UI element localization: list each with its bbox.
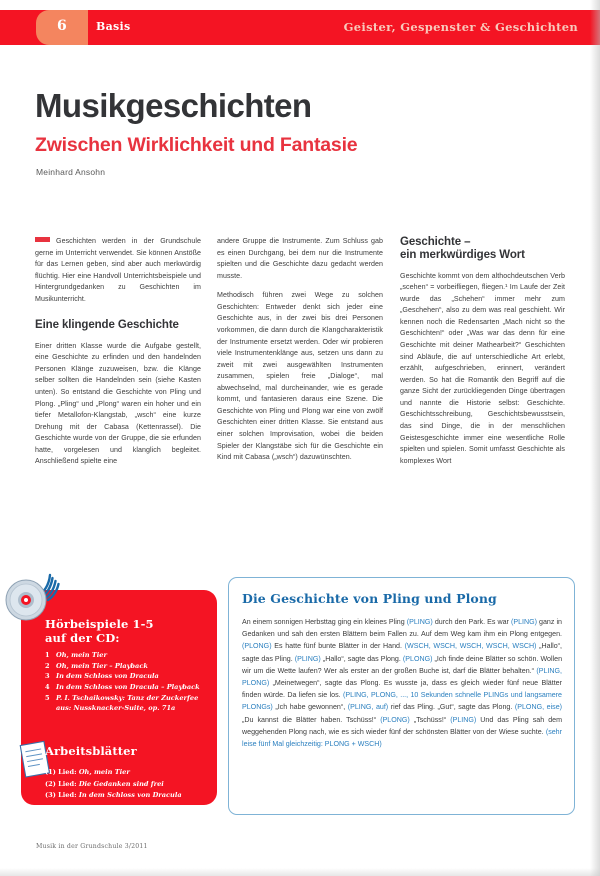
cd-track-title: In dem Schloss von Dracula — [56, 672, 159, 681]
col2-body-2: Methodisch führen zwei Wege zu solchen Geschichten: Entweder denkt sich jeder eine Geschichte aus, in der zwei bis drei Personen vorkommen, die dann durch die Klangcharakteristik der Instrumente ersetzt werden. Oder wir probieren viele Instrumentenklänge aus, setzen uns dann zu zweit mit zwei ausgewählten Instrumenten zusammen, spielen freie „Dialoge“, mal abwechselnd, mal durcheinander, wie es gerade kommt, und fantasieren daraus eine Szene. Die Geschichte von Pling und Plong war eine von zwölf Geschichten einer dritten Klasse. Sie entstand aus einer solchen Improvisation, wobei die beiden Spieler der Klangstäbe sich für die Geschichte ein Kind mit Cabasa („wsch“) dazuwünschten. — [217, 291, 383, 462]
page-title: Musikgeschichten — [35, 87, 312, 124]
lead-marker-icon — [35, 237, 50, 242]
column-heading-line-1: Geschichte – — [400, 236, 471, 248]
column-heading-eine-klingende-geschichte: Eine klingende Geschichte — [35, 319, 179, 332]
lead-paragraph — [35, 236, 201, 305]
worksheet-label: (2) Lied: — [45, 779, 79, 788]
page-number: 6 — [57, 18, 67, 34]
story-text-run: „Hallo“, sagte das Plong. — [320, 654, 403, 663]
worksheet-title: Oh, mein Tier — [78, 768, 130, 776]
worksheet-list — [45, 767, 213, 802]
story-sound-cue: (PLING) — [510, 618, 537, 626]
story-box-title: Die Geschichte von Pling und Plong — [242, 591, 497, 606]
story-sound-cue: (PLING, auf) — [347, 703, 389, 712]
story-text-run: durch den Park. Es war — [432, 618, 511, 626]
story-sound-cue: (PLONG) — [402, 654, 433, 663]
body-column-1 — [35, 236, 201, 476]
cd-track-title: Oh, mein Tier — [56, 651, 107, 659]
cd-disc-icon — [4, 578, 48, 622]
story-sound-cue: (PLONG) — [242, 642, 272, 651]
cd-box-heading — [45, 617, 154, 646]
story-sound-cue: (PLING, PLONG, ..., 10 Sekunden schnelle PLINGs und langsamere PLONGs) — [242, 691, 562, 712]
cd-track-list — [45, 650, 213, 714]
story-sound-cue: (PLING) — [450, 715, 477, 724]
col3-body: Geschichte kommt von dem althochdeutschen Verb „scehen“ = vorbeifliegen, fliegen.¹ Im Laufe der Zeit wurde das „Schehen“ immer mehr zum „Geschehen“, also zu dem was real geschieht. Wir kennen noch die Redensarten „Mach nicht so the Geschichten!“ oder „Was war das denn für eine Geschichte mit deiner Mathearbeit?“ Geschichten sind Abläufe, die auf unterschiedliche Art erlebt, erzählt, aufgeschrieben, erinnert, verändert werden. So hat die Romantik den Begriff auf die ganze Sicht der zurückliegenden Dinge übertragen und nannte die Historie selbst: Geschichte. Geschichtsschreibung, Geschichtsbewusstsein, das sind Dinge, die in der menschlichen Geistesgeschichte immer eine wesentliche Rolle spielten und spielen. Somit umfasst Geschichte als komplexes Wort — [400, 271, 565, 465]
story-sound-cue: (PLING, PLONG) — [242, 666, 562, 687]
worksheet-label: (1) Lied: — [45, 768, 79, 776]
cd-track-number: 1 — [45, 651, 50, 659]
cd-track-row — [45, 682, 213, 693]
cd-track-row — [45, 661, 213, 672]
story-text-run: An einem sonnigen Herbsttag ging ein kleines Pling — [242, 618, 407, 626]
column-heading-line-2: ein merkwürdiges Wort — [400, 249, 525, 262]
story-text-run: „Du kannst die Blätter haben. Tschüss!“ — [242, 715, 381, 724]
worksheets-heading: Arbeitsblätter — [45, 744, 137, 758]
worksheet-label: (3) Lied: — [45, 791, 79, 800]
worksheet-title: Die Gedanken sind frei — [78, 779, 164, 788]
story-text-run: „Tschüss!“ — [409, 715, 451, 724]
story-sound-cue: (sehr leise fünf Mal gleichzeitig: PLONG + WSCH) — [242, 727, 562, 748]
worksheet-title: In dem Schloss von Dracula — [78, 791, 182, 800]
footer-source: Musik in der Grundschule 3/2011 — [36, 843, 148, 850]
story-text-run: Und das Pling sah dem weggehenden Plong nach, wie es sich wieder fünf der schönsten Blätter von der Wiese suchte. — [242, 715, 563, 736]
worksheet-row — [45, 767, 213, 779]
cd-heading-line-2: auf der CD: — [45, 631, 120, 646]
story-box-text — [242, 616, 562, 750]
cd-track-number: 4 — [45, 683, 50, 692]
cd-track-row — [45, 693, 213, 704]
story-text-run: rief das Pling. „Gut“, sagte das Plong. — [388, 703, 515, 712]
lead-paragraph-text: Geschichten werden in der Grundschule gerne im Unterricht verwendet. Sie können Anstöße für das Lernen geben, sind aber auch merkwürdig flüchtig. Hier eine Handvoll Unterrichtsbeispiele und Hintergrundgedanken zu Geschichten im Musikunterricht. — [35, 237, 201, 303]
cd-heading-line-1: Hörbeispiele 1-5 — [45, 617, 154, 631]
header-topic-label: Geister, Gespenster & Geschichten — [343, 20, 578, 34]
story-sound-cue: (PLING) — [294, 654, 321, 663]
story-text-run: „Ich finde deine Blätter so schön. Wollen wir um die Wette laufen? Wer als erster an der großen Buche ist, darf die Blätter behalten.“ — [242, 654, 563, 675]
author-byline: Meinhard Ansohn — [36, 167, 106, 177]
worksheet-row — [45, 790, 213, 802]
story-text-run: „Ich habe gewonnen“, — [272, 703, 348, 712]
cd-track-title: Oh, mein Tier – Playback — [56, 661, 148, 670]
story-sound-cue: (PLONG) — [380, 715, 410, 724]
header-section-label: Basis — [96, 20, 131, 33]
col1-body: Einer dritten Klasse wurde die Aufgabe gestellt, eine Geschichte zu erfinden und den handelnden Personen Klänge zuzuweisen, bzw. die Klänge selber sollten die Handelnden sein (siehe Kasten unten). So entstand die Geschichte von Pling und Plong. „Pling“ und „Plong“ waren ein hoher und ein tiefer Metallofon-Klangstab, „wsch“ eine kurze Drehung mit der Cabasa (Kettenrassel). Die Geschichte wurde von der Gruppe, die sie erfunden hatte, vorgelesen und klanglich begleitet. Anschließend spielte eine — [35, 341, 201, 466]
story-text-run: ganz in Gedanken und sah den ersten Blättern beim Fallen zu. Auf dem Weg kam ihm ein Plong entgegen. — [242, 618, 563, 639]
col2-body-1: andere Gruppe die Instrumente. Zum Schluss gab es einen Durchgang, bei dem nur die Instrumente spielten und die Geschichte dazu gedacht werden musste. — [217, 237, 383, 280]
body-column-3 — [400, 236, 565, 475]
page-subtitle: Zwischen Wirklichkeit und Fantasie — [35, 134, 358, 156]
cd-track-row — [45, 650, 213, 661]
story-sound-cue: (PLONG, eise) — [514, 703, 563, 712]
cd-track-number: 3 — [45, 672, 50, 681]
story-text-run: „Hallo“, sagte das Pling. — [242, 642, 562, 663]
cd-track-number: 2 — [45, 661, 50, 670]
cd-track-subtitle: aus: Nussknacker-Suite, op. 71a — [56, 704, 176, 713]
body-column-2 — [217, 236, 383, 472]
cd-track-title: P. I. Tschaikowsky: Tanz der Zuckerfee — [56, 693, 199, 702]
scan-edge-bottom — [0, 868, 600, 876]
worksheet-row — [45, 779, 213, 791]
cd-track-number: 5 — [45, 693, 50, 702]
cd-track-title: In dem Schloss von Dracula – Playback — [56, 683, 200, 692]
story-text-run: „Meinetwegen“, sagte das Plong. Es wusste ja, dass es gleich wieder fünf neue Blätter finden würde. Da liefen sie los. — [242, 678, 562, 700]
story-sound-cue: (WSCH, WSCH, WSCH, WSCH, WSCH) — [404, 642, 537, 651]
story-sound-cue: (PLING) — [406, 618, 433, 626]
scan-edge-right — [590, 0, 600, 876]
cd-track-row — [45, 671, 213, 682]
column-heading-geschichte — [400, 236, 565, 263]
story-text-run: Es hatte fünf bunte Blätter in der Hand. — [271, 642, 405, 651]
